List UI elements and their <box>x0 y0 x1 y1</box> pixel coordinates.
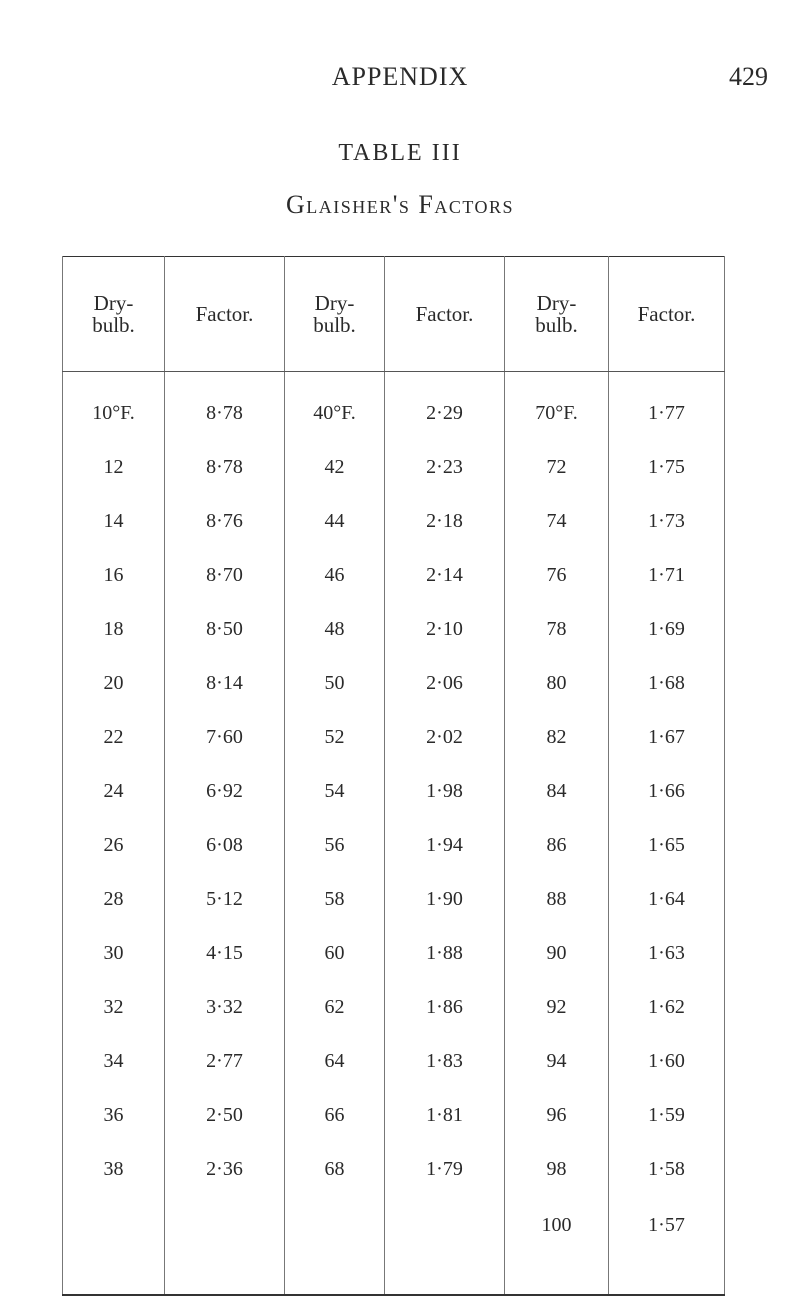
dry-bulb-cell: 86 <box>505 818 609 872</box>
factor-cell: 1·75 <box>609 440 725 494</box>
table-header <box>63 257 725 372</box>
page-number: 429 <box>729 62 768 91</box>
dry-bulb-cell: 18 <box>63 602 165 656</box>
factor-cell: 2·36 <box>165 1142 285 1196</box>
dry-bulb-cell: 14 <box>63 494 165 548</box>
dry-bulb-cell: 68 <box>285 1142 385 1196</box>
factor-cell: 1·58 <box>609 1142 725 1196</box>
factor-cell: 1·67 <box>609 710 725 764</box>
factor-cell <box>165 1196 285 1295</box>
table-row <box>63 494 725 548</box>
factor-cell: 1·66 <box>609 764 725 818</box>
dry-bulb-cell: 62 <box>285 980 385 1034</box>
dry-bulb-cell: 10°F. <box>63 372 165 441</box>
dry-bulb-cell: 30 <box>63 926 165 980</box>
factor-cell: 7·60 <box>165 710 285 764</box>
dry-bulb-cell: 84 <box>505 764 609 818</box>
dry-bulb-cell: 54 <box>285 764 385 818</box>
factor-cell: 2·10 <box>385 602 505 656</box>
table-row <box>63 1142 725 1196</box>
factor-cell: 1·69 <box>609 602 725 656</box>
dry-bulb-cell: 70°F. <box>505 372 609 441</box>
dry-bulb-cell: 44 <box>285 494 385 548</box>
factor-cell: 2·06 <box>385 656 505 710</box>
table-row <box>63 1196 725 1295</box>
table-subtitle: Glaisher's Factors <box>285 190 515 219</box>
factor-cell: 1·98 <box>385 764 505 818</box>
dry-bulb-cell <box>63 1196 165 1295</box>
dry-bulb-cell: 22 <box>63 710 165 764</box>
dry-bulb-cell: 12 <box>63 440 165 494</box>
factor-cell: 3·32 <box>165 980 285 1034</box>
dry-bulb-cell: 96 <box>505 1088 609 1142</box>
column-header: Dry- bulb. <box>63 257 165 372</box>
factor-cell: 1·59 <box>609 1088 725 1142</box>
factor-cell: 8·50 <box>165 602 285 656</box>
dry-bulb-cell: 34 <box>63 1034 165 1088</box>
running-head <box>0 62 800 102</box>
factor-cell: 1·62 <box>609 980 725 1034</box>
factor-cell: 8·76 <box>165 494 285 548</box>
table-row <box>63 372 725 441</box>
dry-bulb-cell: 50 <box>285 656 385 710</box>
factor-cell: 1·94 <box>385 818 505 872</box>
factor-cell: 1·63 <box>609 926 725 980</box>
column-header: Dry- bulb. <box>505 257 609 372</box>
dry-bulb-cell: 36 <box>63 1088 165 1142</box>
dry-bulb-cell: 88 <box>505 872 609 926</box>
table-row <box>63 872 725 926</box>
table-body <box>63 372 725 1296</box>
factor-cell: 2·18 <box>385 494 505 548</box>
table-row <box>63 548 725 602</box>
dry-bulb-cell: 42 <box>285 440 385 494</box>
factor-cell: 2·29 <box>385 372 505 441</box>
dry-bulb-cell: 76 <box>505 548 609 602</box>
factor-cell: 8·78 <box>165 372 285 441</box>
factor-cell: 4·15 <box>165 926 285 980</box>
table-row <box>63 1088 725 1142</box>
table-row <box>63 1034 725 1088</box>
dry-bulb-cell: 80 <box>505 656 609 710</box>
factor-cell: 2·02 <box>385 710 505 764</box>
factor-cell: 1·65 <box>609 818 725 872</box>
dry-bulb-cell: 20 <box>63 656 165 710</box>
dry-bulb-cell: 32 <box>63 980 165 1034</box>
factor-cell: 2·77 <box>165 1034 285 1088</box>
factor-cell: 8·78 <box>165 440 285 494</box>
dry-bulb-cell: 74 <box>505 494 609 548</box>
dry-bulb-cell: 72 <box>505 440 609 494</box>
factor-cell: 8·14 <box>165 656 285 710</box>
dry-bulb-cell: 100 <box>505 1196 609 1295</box>
dry-bulb-cell: 26 <box>63 818 165 872</box>
factor-cell: 1·68 <box>609 656 725 710</box>
table-row <box>63 818 725 872</box>
running-title: APPENDIX <box>331 62 469 91</box>
table-row <box>63 656 725 710</box>
column-header: Factor. <box>609 257 725 372</box>
factor-cell: 8·70 <box>165 548 285 602</box>
dry-bulb-cell <box>285 1196 385 1295</box>
factor-cell: 2·14 <box>385 548 505 602</box>
dry-bulb-cell: 16 <box>63 548 165 602</box>
column-header: Dry- bulb. <box>285 257 385 372</box>
factor-cell: 1·81 <box>385 1088 505 1142</box>
dry-bulb-cell: 52 <box>285 710 385 764</box>
dry-bulb-cell: 94 <box>505 1034 609 1088</box>
column-header: Factor. <box>165 257 285 372</box>
dry-bulb-cell: 92 <box>505 980 609 1034</box>
table-title: TABLE III <box>338 140 462 166</box>
factor-cell: 1·73 <box>609 494 725 548</box>
dry-bulb-cell: 82 <box>505 710 609 764</box>
column-header: Factor. <box>385 257 505 372</box>
factor-cell: 1·86 <box>385 980 505 1034</box>
dry-bulb-cell: 90 <box>505 926 609 980</box>
header-row <box>63 257 725 372</box>
factor-cell <box>385 1196 505 1295</box>
table-row <box>63 764 725 818</box>
factor-cell: 5·12 <box>165 872 285 926</box>
table-row <box>63 440 725 494</box>
dry-bulb-cell: 40°F. <box>285 372 385 441</box>
factor-cell: 1·79 <box>385 1142 505 1196</box>
dry-bulb-cell: 98 <box>505 1142 609 1196</box>
dry-bulb-cell: 48 <box>285 602 385 656</box>
table-row <box>63 980 725 1034</box>
dry-bulb-cell: 64 <box>285 1034 385 1088</box>
table-row <box>63 926 725 980</box>
factor-cell: 2·50 <box>165 1088 285 1142</box>
factor-cell: 6·08 <box>165 818 285 872</box>
dry-bulb-cell: 24 <box>63 764 165 818</box>
factor-cell: 2·23 <box>385 440 505 494</box>
dry-bulb-cell: 78 <box>505 602 609 656</box>
factor-cell: 1·77 <box>609 372 725 441</box>
factor-cell: 1·90 <box>385 872 505 926</box>
dry-bulb-cell: 28 <box>63 872 165 926</box>
glaisher-factors-table <box>62 256 725 1296</box>
table-row <box>63 710 725 764</box>
dry-bulb-cell: 60 <box>285 926 385 980</box>
dry-bulb-cell: 66 <box>285 1088 385 1142</box>
factor-cell: 1·71 <box>609 548 725 602</box>
table-row <box>63 602 725 656</box>
factor-cell: 1·60 <box>609 1034 725 1088</box>
dry-bulb-cell: 46 <box>285 548 385 602</box>
dry-bulb-cell: 58 <box>285 872 385 926</box>
factor-cell: 1·83 <box>385 1034 505 1088</box>
factor-cell: 1·88 <box>385 926 505 980</box>
factor-cell: 1·64 <box>609 872 725 926</box>
dry-bulb-cell: 56 <box>285 818 385 872</box>
factor-cell: 6·92 <box>165 764 285 818</box>
factor-cell: 1·57 <box>609 1196 725 1295</box>
dry-bulb-cell: 38 <box>63 1142 165 1196</box>
